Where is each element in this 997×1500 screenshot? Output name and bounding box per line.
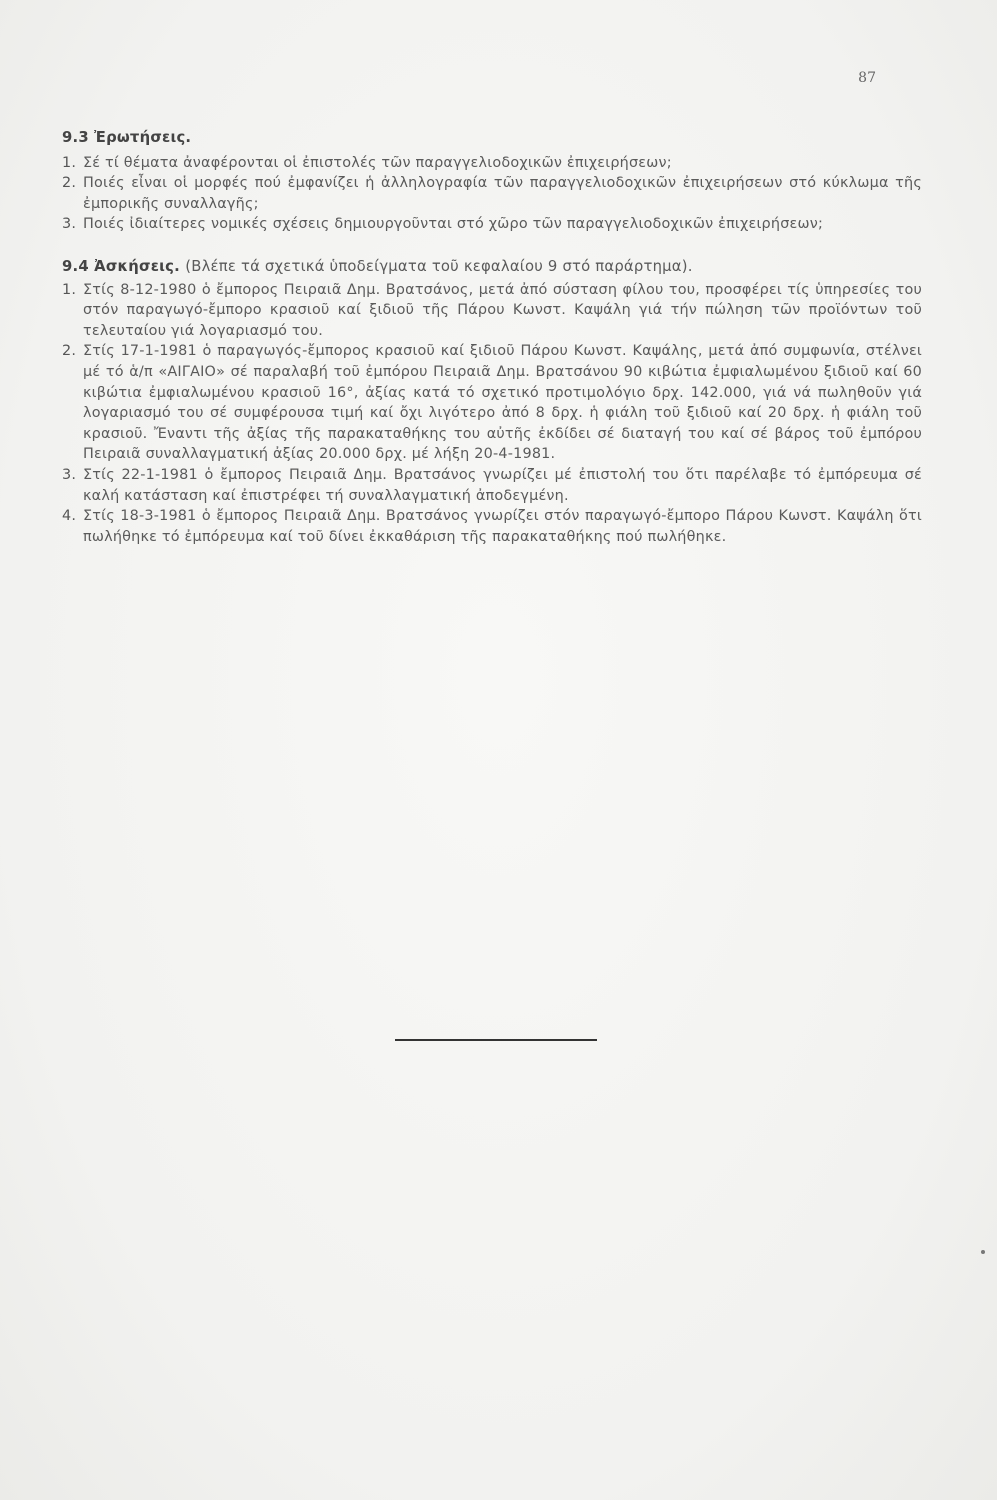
question-number: 2. (62, 175, 77, 192)
question-item (62, 173, 922, 214)
page-content (62, 128, 922, 547)
exercise-text: Στίς 22-1-1981 ὁ ἔμπορος Πειραιᾶ Δημ. Βρατσάνος γνωρίζει μέ ἐπιστολή του ὅτι παρέλαβε τό ἐμπόρευμα σέ καλή κατάσταση καί ἐπιστρέφει τή συναλλαγματική ἀποδεγμένη. (83, 466, 922, 504)
question-item (62, 153, 922, 174)
exercises-section-number: 9.4 (62, 257, 89, 275)
section-end-rule (395, 1039, 597, 1041)
exercise-number: 3. (62, 466, 77, 483)
exercises-section-title: Ἀσκήσεις. (94, 257, 180, 275)
questions-heading (62, 128, 922, 149)
exercise-number: 1. (62, 281, 77, 298)
exercise-number: 4. (62, 508, 77, 525)
question-text: Ποιές ἰδιαίτερες νομικές σχέσεις δημιουργοῦνται στό χῶρο τῶν παραγγελιοδοχικῶν ἐπιχειρήσεων; (83, 216, 824, 233)
questions-section (62, 128, 922, 235)
question-text: Ποιές εἶναι οἱ μορφές πού ἐμφανίζει ἡ ἀλληλογραφία τῶν παραγγελιοδοχικῶν ἐπιχειρήσεων στό κύκλωμα τῆς ἐμπορικῆς συναλλαγῆς; (83, 175, 922, 212)
exercise-item (62, 506, 922, 547)
exercises-section (62, 257, 922, 547)
exercise-item (62, 465, 922, 506)
exercise-text: Στίς 17-1-1981 ὁ παραγωγός-ἔμπορος κρασιοῦ καί ξιδιοῦ Πάρου Κωνστ. Καψάλης, μετά ἀπό συμφωνία, στέλνει μέ τό ἁ/π «ΑΙΓΑΙΟ» σέ παραλαβή τοῦ ἐμπόρου Πειραιᾶ Δημ. Βρατσάνου 90 κιβώτια ἐμφιαλωμένου ξιδιοῦ καί 60 κιβώτια ἐμφιαλωμένου κρασιοῦ 16°, ἀξίας κατά τό σχετικό προτιμολόγιο δρχ. 142.000, γιά νά πωληθοῦν γιά λογαριασμό του σέ συμφέρουσα τιμή καί ὄχι λιγότερο ἀπό 8 δρχ. ἡ φιάλη τοῦ ξιδιοῦ καί 20 δρχ. ἡ φιάλη τοῦ κρασιοῦ. Ἔναντι τῆς ἀξίας τῆς παρακαταθήκης του αὐτῆς ἐκδίδει σέ διαταγή του καί σέ βάρος τοῦ ἐμπόρου Πειραιᾶ συναλλαγματική ἀξίας 20.000 δρχ. μέ λήξη 20-4-1981. (83, 343, 922, 463)
exercise-item (62, 280, 922, 342)
question-text: Σέ τί θέματα ἀναφέρονται οἱ ἐπιστολές τῶν παραγγελιοδοχικῶν ἐπιχειρήσεων; (83, 154, 672, 171)
exercise-text: Στίς 8-12-1980 ὁ ἔμπορος Πειραιᾶ Δημ. Βρατσάνος, μετά ἀπό σύσταση φίλου του, προσφέρει τίς ὑπηρεσίες του στόν παραγωγό-ἔμπορο κρασιοῦ καί ξιδιοῦ τῆς Πάρου Κωνστ. Καψάλη γιά τήν πώληση τῶν προϊόντων τοῦ τελευταίου γιά λογαριασμό του. (83, 281, 922, 339)
question-item (62, 214, 922, 235)
questions-section-number: 9.3 (62, 129, 89, 146)
exercise-number: 2. (62, 343, 77, 360)
question-number: 3. (62, 216, 77, 233)
scan-speck (981, 1250, 985, 1254)
exercises-section-note: (Βλέπε τά σχετικά ὑποδείγματα τοῦ κεφαλαίου 9 στό παράρτημα). (185, 257, 693, 275)
question-number: 1. (62, 154, 77, 171)
questions-list (62, 153, 922, 235)
page-number: 87 (858, 70, 876, 86)
exercise-item (62, 341, 922, 465)
exercise-text: Στίς 18-3-1981 ὁ ἔμπορος Πειραιᾶ Δημ. Βρατσάνος γνωρίζει στόν παραγωγό-ἔμπορο Πάρου Κωνστ. Καψάλη ὅτι πωλήθηκε τό ἐμπόρευμα καί τοῦ δίνει ἐκκαθάριση τῆς παρακαταθήκης πού πωλήθηκε. (83, 508, 922, 545)
questions-section-title: Ἐρωτήσεις. (94, 129, 192, 146)
exercises-list (62, 280, 922, 548)
exercises-heading (62, 257, 922, 278)
